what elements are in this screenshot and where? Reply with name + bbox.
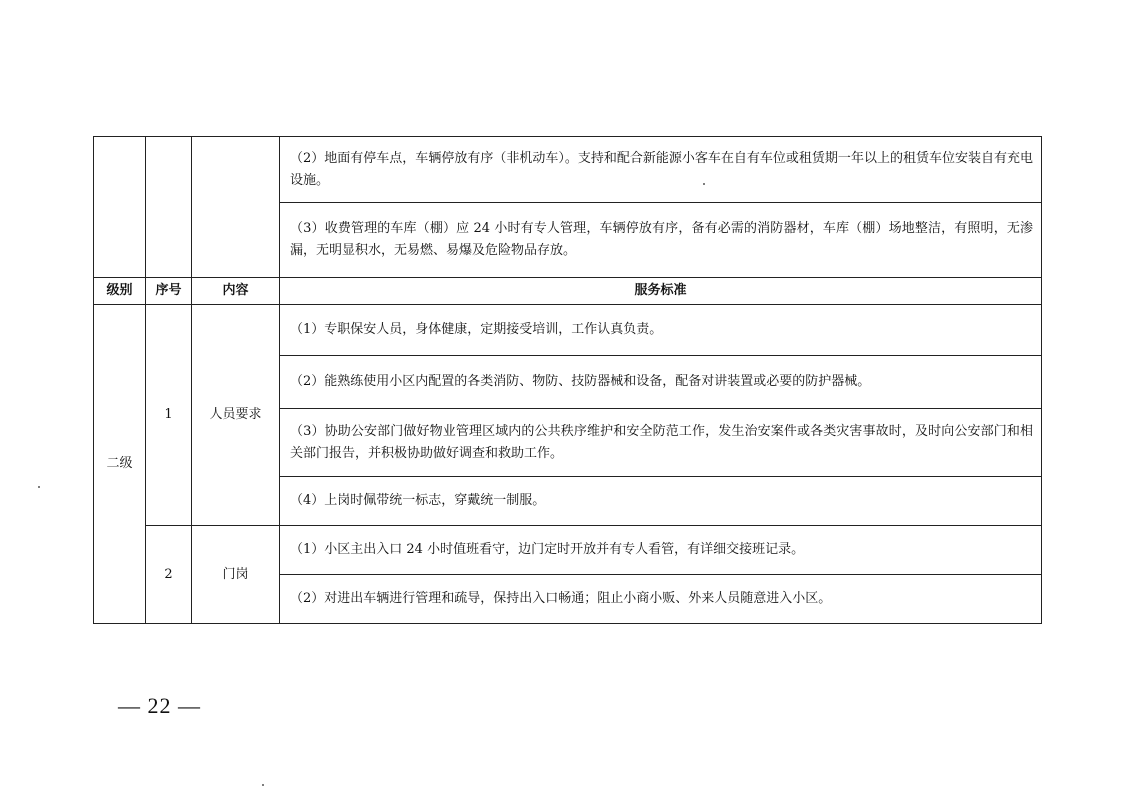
header-content: 内容 (192, 278, 280, 305)
table-row (94, 305, 1042, 356)
table-row (94, 137, 1042, 203)
content-cell-empty (192, 137, 280, 278)
standard-cell: （1）小区主出入口 24 小时值班看守，边门定时开放并有专人看管，有详细交接班记录。 (280, 526, 1042, 575)
content-cell: 人员要求 (192, 305, 280, 526)
seq-cell-empty (146, 137, 192, 278)
standard-cell: （2）对进出车辆进行管理和疏导，保持出入口畅通；阻止小商小贩、外来人员随意进入小区。 (280, 575, 1042, 624)
page-number: — 22 — (118, 693, 201, 718)
header-standard: 服务标准 (280, 278, 1042, 305)
seq-cell: 1 (146, 305, 192, 526)
standard-cell: （2）地面有停车点，车辆停放有序（非机动车）。支持和配合新能源小客车在自有车位或租赁期一年以上的租赁车位安装自有充电设施。 (280, 137, 1042, 203)
standard-cell: （3）协助公安部门做好物业管理区域内的公共秩序维护和安全防范工作，发生治安案件或各类灾害事故时，及时向公安部门和相关部门报告，并积极协助做好调查和救助工作。 (280, 409, 1042, 477)
table-header-row (94, 278, 1042, 305)
level-cell: 二级 (94, 305, 146, 624)
header-seq: 序号 (146, 278, 192, 305)
standard-cell: （3）收费管理的车库（棚）应 24 小时有专人管理，车辆停放有序，备有必需的消防器材，车库（棚）场地整洁，有照明，无渗漏，无明显积水，无易燃、易爆及危险物品存放。 (280, 203, 1042, 278)
table-row (94, 526, 1042, 575)
service-standard-table (93, 136, 1042, 624)
content-cell: 门岗 (192, 526, 280, 624)
scan-speck (262, 784, 264, 786)
standard-cell: （2）能熟练使用小区内配置的各类消防、物防、技防器械和设备，配备对讲装置或必要的防护器械。 (280, 356, 1042, 409)
standard-cell: （1）专职保安人员，身体健康，定期接受培训，工作认真负责。 (280, 305, 1042, 356)
header-level: 级别 (94, 278, 146, 305)
level-cell-empty (94, 137, 146, 278)
standard-cell: （4）上岗时佩带统一标志，穿戴统一制服。 (280, 477, 1042, 526)
scan-speck (38, 486, 40, 488)
scan-speck (703, 183, 705, 185)
seq-cell: 2 (146, 526, 192, 624)
